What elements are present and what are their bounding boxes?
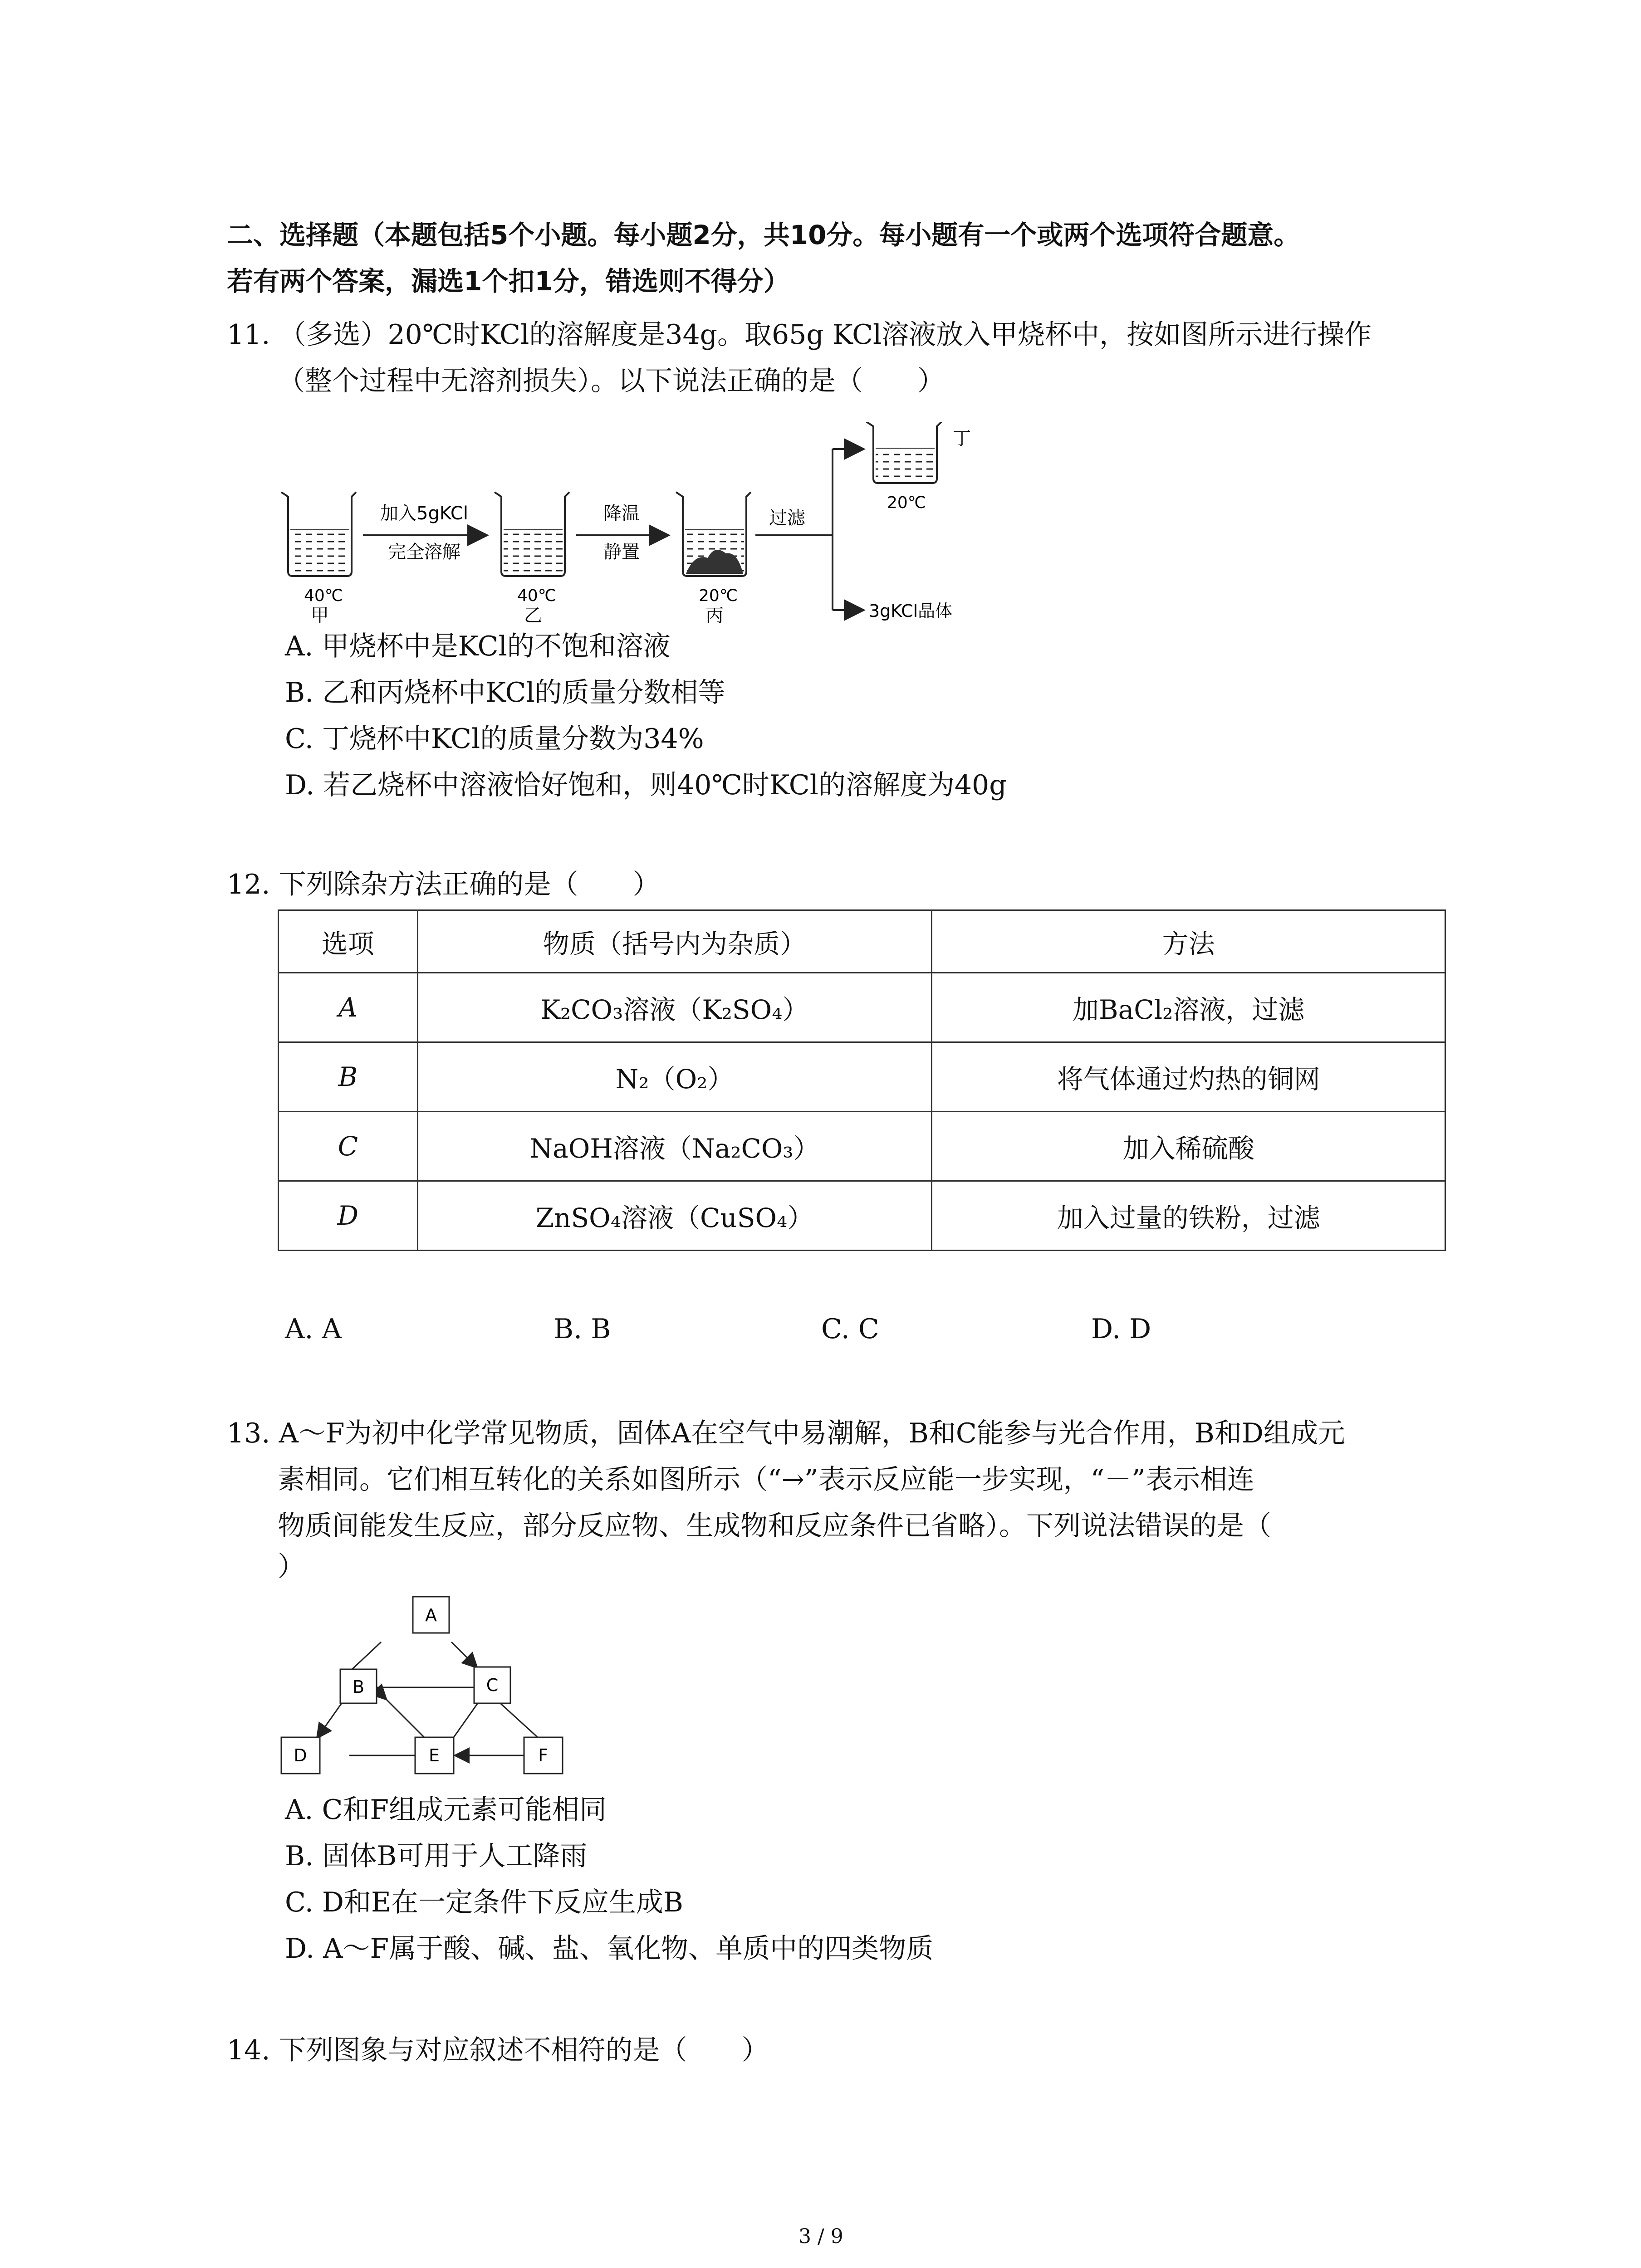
step1-top-label: 加入5gKCl xyxy=(380,503,468,524)
step1-bottom-label: 完全溶解 xyxy=(388,542,460,562)
step2-bottom-label: 静置 xyxy=(603,542,640,562)
q12-choice-a: A. A xyxy=(285,1313,342,1345)
node-f xyxy=(524,1737,563,1774)
beaker-bing-name: 丙 xyxy=(705,605,724,626)
beaker-jia-name: 甲 xyxy=(311,605,329,626)
q13-option-c: C. D和E在一定条件下反应生成B xyxy=(285,1887,683,1918)
q12-table xyxy=(278,909,1446,1251)
q13-option-d: D. A～F属于酸、碱、盐、氧化物、单质中的四类物质 xyxy=(285,1933,934,1965)
section-heading-line2: 若有两个答案，漏选1个扣1分，错选则不得分） xyxy=(227,266,790,297)
q12-stem: 12. 下列除杂方法正确的是（ ） xyxy=(227,869,660,900)
beaker-bing xyxy=(676,492,751,576)
table-row xyxy=(279,1112,1445,1181)
q12-choice-b: B. B xyxy=(554,1313,611,1345)
row-label: B xyxy=(279,1042,418,1112)
svg-text:F: F xyxy=(538,1745,548,1765)
node-a xyxy=(413,1597,449,1633)
row-substance: NaOH溶液（Na₂CO₃） xyxy=(417,1112,932,1181)
node-e xyxy=(415,1737,454,1774)
q13-stem-line1: 13. A～F为初中化学常见物质，固体A在空气中易潮解，B和C能参与光合作用，B和D组成元 xyxy=(227,1418,1345,1449)
svg-text:B: B xyxy=(352,1677,365,1697)
row-method: 加入过量的铁粉，过滤 xyxy=(932,1181,1445,1251)
q12-choice-c: C. C xyxy=(821,1313,879,1345)
q12-choice-d: D. D xyxy=(1091,1313,1151,1345)
q13-relation-diagram xyxy=(277,1588,594,1787)
row-method: 加入稀硫酸 xyxy=(932,1112,1445,1181)
q11-stem-line2: （整个过程中无溶剂损失）。以下说法正确的是（ ） xyxy=(278,365,945,397)
node-c xyxy=(474,1667,510,1703)
beaker-ding-name: 丁 xyxy=(953,428,971,449)
row-label: D xyxy=(279,1181,418,1251)
beaker-ding xyxy=(867,422,941,483)
section-heading-line1: 二、选择题（本题包括5个小题。每小题2分，共10分。每小题有一个或两个选项符合题意。 xyxy=(227,220,1300,250)
table-row xyxy=(279,973,1445,1042)
row-method: 将气体通过灼热的铜网 xyxy=(932,1042,1445,1112)
q13-option-a: A. C和F组成元素可能相同 xyxy=(285,1794,607,1826)
header-substance: 物质（括号内为杂质） xyxy=(417,910,932,973)
q11-option-b: B. 乙和丙烧杯中KCl的质量分数相等 xyxy=(285,677,725,709)
node-b xyxy=(340,1669,377,1703)
q14-stem: 14. 下列图象与对应叙述不相符的是（ ） xyxy=(227,2034,769,2066)
table-row xyxy=(279,1181,1445,1251)
beaker-bing-temp: 20℃ xyxy=(699,587,738,605)
beaker-yi-name: 乙 xyxy=(524,605,542,626)
header-method: 方法 xyxy=(932,910,1445,973)
header-option: 选项 xyxy=(279,910,418,973)
beaker-yi-temp: 40℃ xyxy=(517,587,557,605)
row-substance: ZnSO₄溶液（CuSO₄） xyxy=(417,1181,932,1251)
node-d xyxy=(281,1737,320,1774)
svg-text:C: C xyxy=(486,1675,499,1695)
q11-stem-line1: 11. （多选）20℃时KCl的溶解度是34g。取65g KCl溶液放入甲烧杯中，按如图所示进行操作 xyxy=(227,319,1372,351)
q13-stem-line4: ） xyxy=(278,1551,305,1583)
row-label: C xyxy=(279,1112,418,1181)
page-number: 3 / 9 xyxy=(798,2225,843,2248)
q11-option-c: C. 丁烧杯中KCl的质量分数为34% xyxy=(285,723,704,755)
table-header-row xyxy=(279,910,1445,973)
svg-text:D: D xyxy=(294,1745,307,1765)
row-method: 加BaCl₂溶液，过滤 xyxy=(932,973,1445,1042)
q11-option-a: A. 甲烧杯中是KCl的不饱和溶液 xyxy=(285,631,671,662)
q13-stem-line3: 物质间能发生反应，部分反应物、生成物和反应条件已省略）。下列说法错误的是（ xyxy=(278,1510,1271,1542)
step3-label: 过滤 xyxy=(769,508,805,528)
beaker-jia xyxy=(281,492,356,576)
q13-option-b: B. 固体B可用于人工降雨 xyxy=(285,1840,588,1872)
beaker-jia-temp: 40℃ xyxy=(304,587,343,605)
beaker-yi xyxy=(495,492,569,576)
q11-experiment-figure xyxy=(272,422,980,631)
row-substance: N₂（O₂） xyxy=(417,1042,932,1112)
crystal-label: 3gKCl晶体 xyxy=(869,601,953,621)
beaker-ding-temp: 20℃ xyxy=(887,494,926,512)
table-row xyxy=(279,1042,1445,1112)
q13-stem-line2: 素相同。它们相互转化的关系如图所示（“→”表示反应能一步实现，“－”表示相连 xyxy=(278,1464,1254,1496)
step2-top-label: 降温 xyxy=(603,503,640,524)
row-substance: K₂CO₃溶液（K₂SO₄） xyxy=(417,973,932,1042)
svg-text:A: A xyxy=(425,1605,437,1625)
q11-option-d: D. 若乙烧杯中溶液恰好饱和，则40℃时KCl的溶解度为40g xyxy=(285,769,1007,801)
row-label: A xyxy=(279,973,418,1042)
svg-text:E: E xyxy=(428,1745,440,1765)
